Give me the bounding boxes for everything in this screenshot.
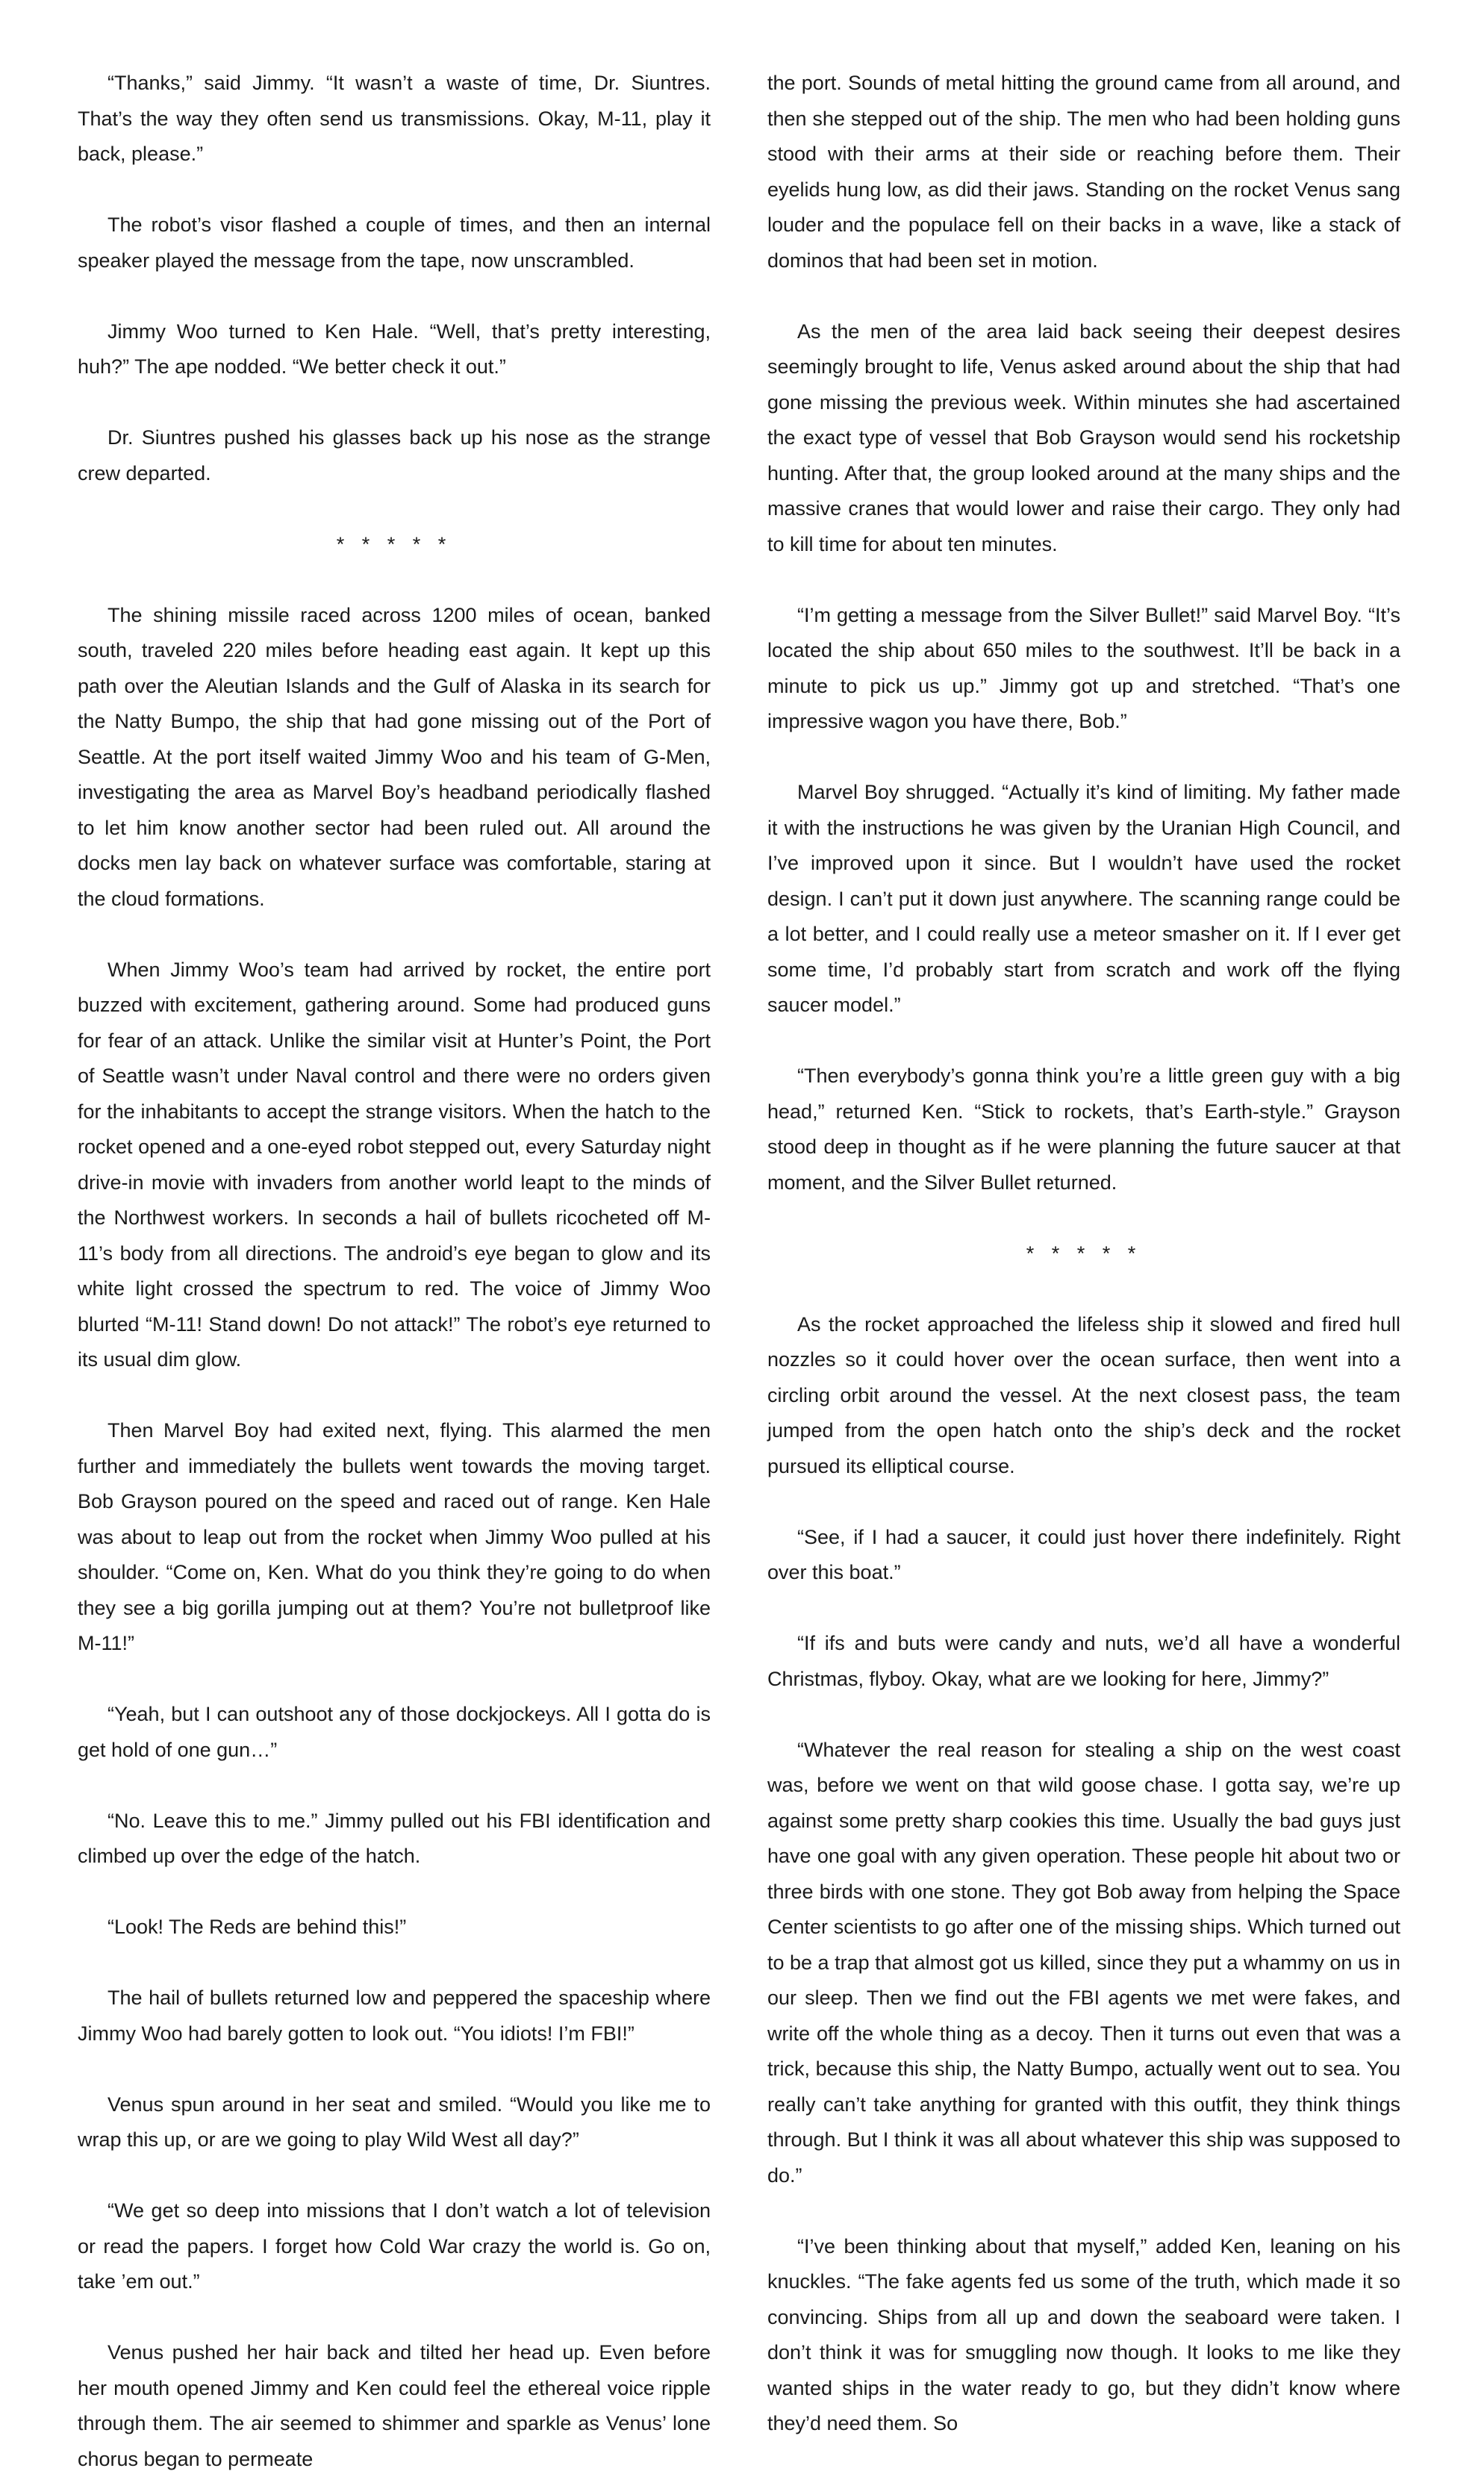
paragraph: Jimmy Woo turned to Ken Hale. “Well, that’s pretty interesting, huh?” The ape nodded. “We better check it out.” bbox=[78, 320, 711, 378]
paragraph: The hail of bullets returned low and peppered the spaceship where Jimmy Woo had barely gotten to look out. “You idiots! I’m FBI!” bbox=[78, 1987, 711, 2045]
left-column bbox=[78, 66, 711, 2477]
scene-break: * * * * * bbox=[336, 532, 452, 555]
paragraph: Dr. Siuntres pushed his glasses back up his nose as the strange crew departed. bbox=[78, 426, 711, 485]
paragraph: “I’m getting a message from the Silver Bullet!” said Marvel Boy. “It’s located the ship about 650 miles to the southwest. It’ll be back in a minute to pick us up.” Jimmy got up and stretched. “That’s one impressive wagon you have there, Bob.” bbox=[767, 603, 1400, 732]
paragraph: “No. Leave this to me.” Jimmy pulled out his FBI identification and climbed up over the edge of the hatch. bbox=[78, 1809, 711, 1867]
paragraph: “Look! The Reds are behind this!” bbox=[107, 1916, 407, 1938]
paragraph: Marvel Boy shrugged. “Actually it’s kind of limiting. My father made it with the instructions he was given by the Uranian High Council, and I’ve improved upon it since. But I wouldn’t have used the rocket design. I can’t put it down just anywhere. The scanning range could be a lot better, and I could really use a meteor smasher on it. If I ever get some time, I’d probably start from scratch and work off the flying saucer model.” bbox=[767, 781, 1400, 1016]
paragraph: “Yeah, but I can outshoot any of those dockjockeys. All I gotta do is get hold of one gun…” bbox=[78, 1703, 711, 1761]
scene-break: * * * * * bbox=[1026, 1241, 1142, 1265]
paragraph: When Jimmy Woo’s team had arrived by rocket, the entire port buzzed with excitement, gathering around. Some had produced guns for fear of an attack. Unlike the similar visit at Hunter’s Point, the Port of Seattle wasn’t under Naval control and there were no orders given for the inhabitants to accept the strange visitors. When the hatch to the rocket opened and a one-eyed robot stepped out, every Saturday night drive-in movie with invaders from another world leapt to the minds of the Northwest workers. In seconds a hail of bullets ricocheted off M-11’s body from all directions. The android’s eye began to glow and its white light crossed the spectrum to red. The voice of Jimmy Woo blurted “M-11! Stand down! Do not attack!” The robot’s eye returned to its usual dim glow. bbox=[78, 958, 711, 1371]
paragraph: “See, if I had a saucer, it could just hover there indefinitely. Right over this boat.” bbox=[767, 1525, 1400, 1583]
paragraph: Then Marvel Boy had exited next, flying. This alarmed the men further and immediately the bullets went towards the moving target. Bob Grayson poured on the speed and raced out of range. Ken Hale was about to leap out from the rocket when Jimmy Woo pulled at his shoulder. “Come on, Ken. What do you think they’re going to do when they see a big gorilla jumping out at them? You’re not bulletproof like M-11!” bbox=[78, 1419, 711, 1654]
paragraph: The robot’s visor flashed a couple of times, and then an internal speaker played the message from the tape, now unscrambled. bbox=[78, 214, 711, 272]
right-column bbox=[767, 66, 1400, 2442]
paragraph: As the rocket approached the lifeless ship it slowed and fired hull nozzles so it could hover over the ocean surface, then went into a circling orbit around the vessel. At the next closest pass, the team jumped from the open hatch onto the ship’s deck and the rocket pursued its elliptical course. bbox=[767, 1312, 1400, 1477]
paragraph: Venus spun around in her seat and smiled. “Would you like me to wrap this up, or are we going to play Wild West all day?” bbox=[78, 2093, 711, 2151]
paragraph: The shining missile raced across 1200 miles of ocean, banked south, traveled 220 miles before heading east again. It kept up this path over the Aleutian Islands and the Gulf of Alaska in its search for the Natty Bumpo, the ship that had gone missing out of the Port of Seattle. At the port itself waited Jimmy Woo and his team of G-Men, investigating the area as Marvel Boy’s headband periodically flashed to let him know another sector had been ruled out. All around the docks men lay back on whatever surface was comfortable, staring at the cloud formations. bbox=[78, 603, 711, 910]
paragraph: “Thanks,” said Jimmy. “It wasn’t a waste of time, Dr. Siuntres. That’s the way they often send us transmissions. Okay, M-11, play it back, please.” bbox=[78, 72, 711, 165]
paragraph: Venus pushed her hair back and tilted her head up. Even before her mouth opened Jimmy and Ken could feel the ethereal voice ripple through them. The air seemed to shimmer and sparkle as Venus’ lone chorus began to permeate bbox=[78, 2341, 711, 2470]
paragraph: “We get so deep into missions that I don’t watch a lot of television or read the papers. I forget how Cold War crazy the world is. Go on, take ’em out.” bbox=[78, 2199, 711, 2293]
paragraph: “I’ve been thinking about that myself,” added Ken, leaning on his knuckles. “The fake agents fed us some of the truth, which made it so convincing. Ships from all up and down the seaboard were taken. I don’t think it was for smuggling now though. It looks to me like they wanted ships in the water ready to go, but they didn’t know where they’d need them. So bbox=[767, 2234, 1400, 2434]
paragraph: As the men of the area laid back seeing their deepest desires seemingly brought to life, Venus asked around about the ship that had gone missing the previous week. Within minutes she had ascertained the exact type of vessel that Bob Grayson would send his rocketship hunting. After that, the group looked around at the many ships and the massive cranes that would lower and raise their cargo. They only had to kill time for about ten minutes. bbox=[767, 320, 1400, 555]
paragraph: “Then everybody’s gonna think you’re a little green guy with a big head,” returned Ken. “Stick to rockets, that’s Earth-style.” Grayson stood deep in thought as if he were planning the future saucer at that moment, and the Silver Bullet returned. bbox=[767, 1065, 1400, 1194]
paragraph: “If ifs and buts were candy and nuts, we’d all have a wonderful Christmas, flyboy. Okay, what are we looking for here, Jimmy?” bbox=[767, 1632, 1400, 1690]
paragraph: “Whatever the real reason for stealing a ship on the west coast was, before we went on that wild goose chase. I gotta say, we’re up against some pretty sharp cookies this time. Usually the bad guys just have one goal with any given operation. These people hit about two or three birds with one stone. They got Bob away from helping the Space Center scientists to go after one of the missing ships. Which turned out to be a trap that almost got us killed, since they put a whammy on us in our sleep. Then we find out the FBI agents we met were fakes, and write off the whole thing as a decoy. Then it turns out even that was a trick, because this ship, the Natty Bumpo, actually went out to sea. You really can’t take anything for granted with this outfit, they think things through. But I think it was all about whatever this ship was supposed to do.” bbox=[767, 1738, 1400, 2187]
paragraph: the port. Sounds of metal hitting the ground came from all around, and then she stepped out of the ship. The men who had been holding guns stood with their arms at their side or reaching before them. Their eyelids hung low, as did their jaws. Standing on the rocket Venus sang louder and the populace fell on their backs in a wave, like a stack of dominos that had been set in motion. bbox=[767, 72, 1400, 272]
